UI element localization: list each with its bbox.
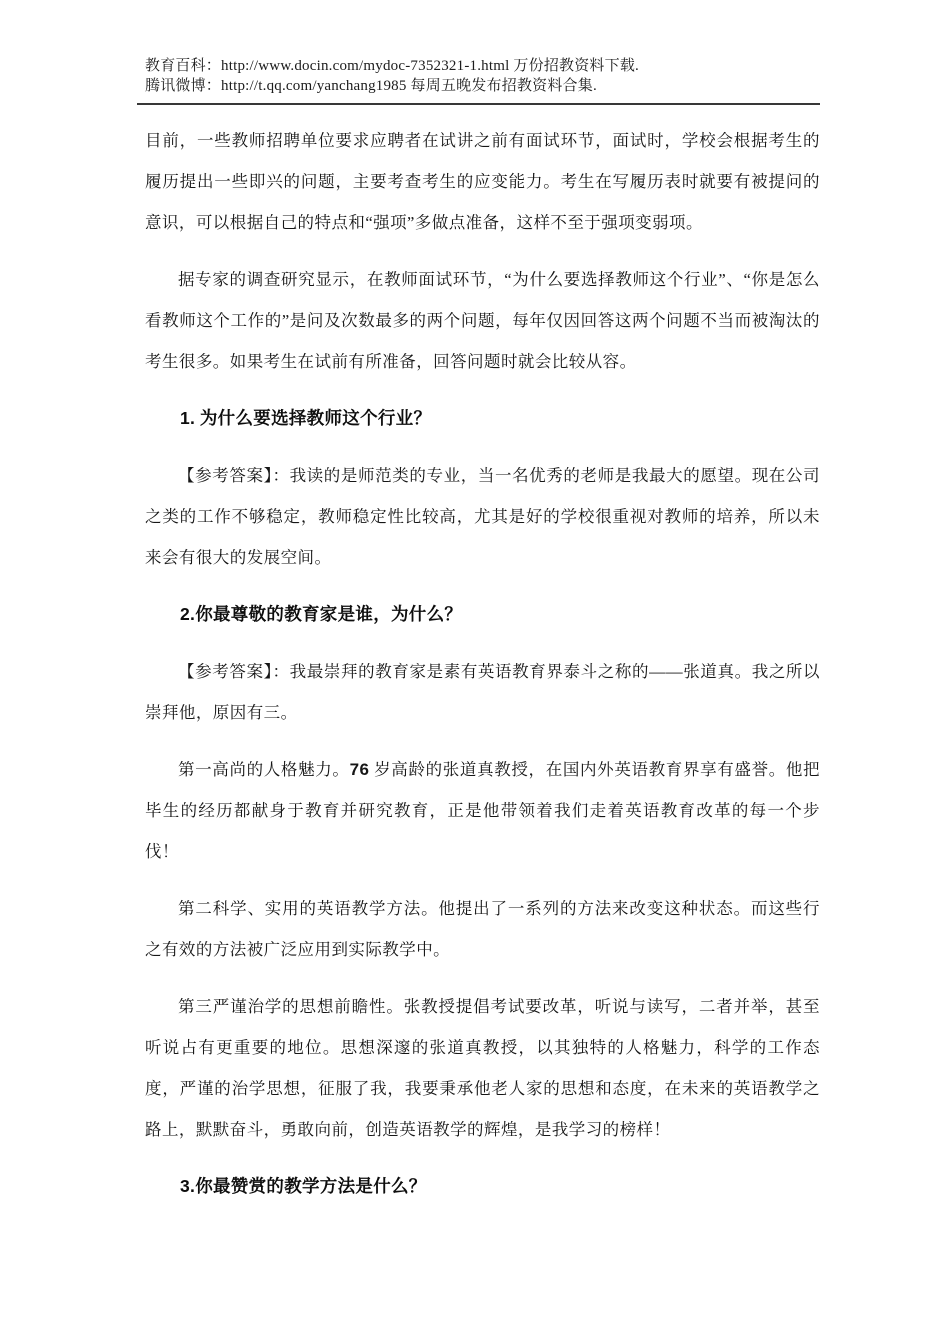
answer-1-paragraph: [145, 455, 820, 578]
answer-1-text: 我读的是师范类的专业，当一名优秀的老师是我最大的愿望。现在公司之类的工作不够稳定，教师稳定性比较高，尤其是好的学校很重视对教师的培养，所以未来会有很大的发展空间。: [145, 466, 820, 567]
header-divider: [137, 103, 820, 105]
answer-2-paragraph: [145, 651, 820, 733]
reason-3-paragraph: 第三严谨治学的思想前瞻性。张教授提倡考试要改革，听说与读写，二者并举，甚至听说占有更重要的地位。思想深邃的张道真教授，以其独特的人格魅力，科学的工作态度，严谨的治学思想，征服了我，我要秉承他老人家的思想和态度，在未来的英语教学之路上，默默奋斗，勇敢向前，创造英语教学的辉煌，是我学习的榜样！: [145, 997, 820, 1139]
reason-1-after: 岁高龄的张道真教授，在国内外英语教育界享有盛誉。他把毕生的经历都献身于教育并研究教育，正是他带领着我们走着英语教育改革的每一个步伐！: [145, 760, 820, 861]
intro-paragraph: 目前，一些教师招聘单位要求应聘者在试讲之前有面试环节，面试时，学校会根据考生的履历提出一些即兴的问题，主要考查考生的应变能力。考生在写履历表时就要有被提问的意识，可以根据自己的特点和“强项”多做点准备，这样不至于强项变弱项。: [145, 131, 820, 232]
question-3-title: 你最赞赏的教学方法是什么？: [195, 1176, 427, 1196]
header-url-docin: http://www.docin.com/mydoc-7352321-1.html: [221, 58, 510, 74]
document-body: [145, 120, 820, 1207]
page-header: [145, 56, 820, 96]
question-3-number: 3.: [180, 1176, 196, 1196]
header-suffix-download: 万份招教资料下载.: [509, 58, 639, 74]
question-2-number: 2.: [180, 604, 196, 624]
reason-2-paragraph: 第二科学、实用的英语教学方法。他提出了一系列的方法来改变这种状态。而这些行之有效的方法被广泛应用到实际教学中。: [145, 899, 820, 959]
question-2-heading: [145, 594, 820, 635]
header-url-weibo: http://t.qq.com/yanchang1985: [221, 78, 407, 94]
question-1-heading: [145, 398, 820, 439]
answer-2-text: 我最崇拜的教育家是素有英语教育界泰斗之称的——张道真。我之所以崇拜他，原因有三。: [145, 662, 821, 722]
age-number: 76: [349, 760, 370, 779]
reason-1-before: 第一高尚的人格魅力。: [178, 760, 350, 779]
header-label-weibo: 腾讯微博：: [145, 78, 222, 94]
header-suffix-collection: 每周五晚发布招教资料合集.: [406, 78, 597, 94]
answer-2-prefix: 【参考答案】：: [178, 662, 290, 681]
header-line-docin: [145, 56, 820, 76]
experts-paragraph: 据专家的调查研究显示，在教师面试环节，“为什么要选择教师这个行业”、“你是怎么看教师这个工作的”是问及次数最多的两个问题，每年仅因回答这两个问题不当而被淘汰的考生很多。如果考生在试前有所准备，回答问题时就会比较从容。: [145, 270, 820, 371]
question-3-heading: [145, 1166, 820, 1207]
answer-1-prefix: 【参考答案】：: [178, 466, 290, 485]
header-line-weibo: [145, 76, 820, 96]
reason-1-paragraph: [145, 749, 820, 872]
question-1-number: 1.: [180, 408, 196, 428]
question-2-title: 你最尊敬的教育家是谁，为什么？: [195, 604, 463, 624]
header-label-baike: 教育百科：: [145, 58, 222, 74]
question-1-title: 为什么要选择教师这个行业？: [195, 408, 432, 428]
